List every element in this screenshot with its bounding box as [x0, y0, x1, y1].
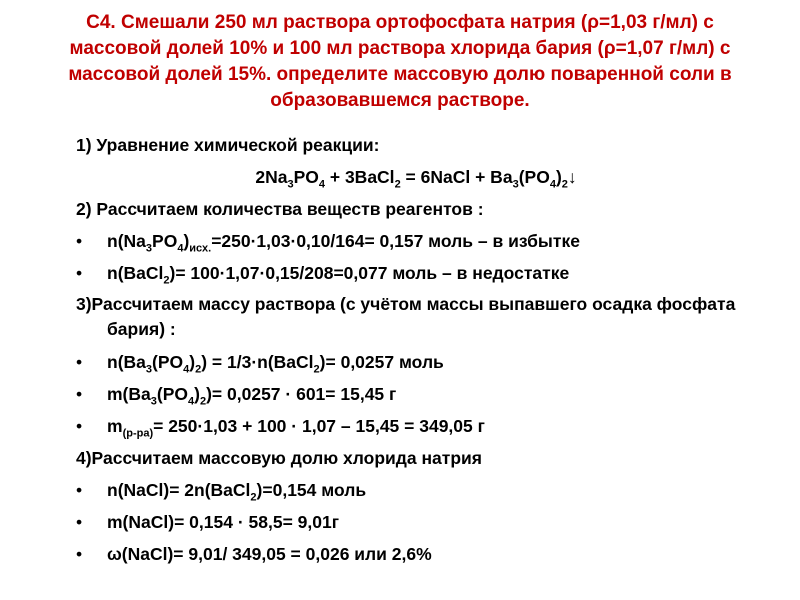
item-subscript: 2 — [199, 395, 207, 408]
item-subscript: 3 — [150, 395, 157, 408]
item-text: PO — [152, 231, 178, 251]
eq-subscript: 4 — [549, 178, 556, 191]
item-text: m(Ba — [107, 384, 151, 404]
item-subscript: 4 — [183, 363, 190, 376]
item-subscript: исх. — [189, 242, 212, 255]
item-text: ) — [189, 352, 196, 372]
problem-title: С4. Смешали 250 мл раствора ортофосфата натрия (ρ=1,03 г/мл) с массовой долей 10% и 100 мл раствора хлорида бария (ρ=1,07 г/мл) с массовой долей 15%. определите массовую долю поваренной соли в образовавшемся растворе. — [68, 12, 732, 111]
eq-subscript: 4 — [318, 178, 325, 191]
item-text: m(NaCl)= 0,154 · 58,5= 9,01г — [107, 512, 340, 532]
eq-text: + 3BaCl — [325, 167, 395, 187]
item-text: (PO — [152, 352, 184, 372]
precipitate-arrow-icon: ↓ — [567, 167, 577, 187]
item-text: =250·1,03·0,10/164= 0,157 моль – в избытке — [211, 231, 580, 251]
item-subscript: 2 — [163, 274, 170, 287]
bullet-icon: • — [76, 512, 83, 532]
list-item — [76, 538, 756, 570]
item-subscript: 4 — [188, 395, 195, 408]
bullet-icon: • — [76, 231, 83, 251]
eq-text: 2Na — [255, 167, 288, 187]
list-item — [76, 257, 756, 289]
item-text: n(Ba — [107, 352, 146, 372]
list-item — [76, 474, 756, 506]
bullet-icon: • — [76, 544, 83, 564]
bullet-icon: • — [76, 352, 83, 372]
item-subscript: 3 — [145, 242, 153, 255]
item-text: m — [107, 416, 123, 436]
item-text: ) = 1/3·n(BaCl — [201, 352, 314, 372]
bullet-icon: • — [76, 480, 83, 500]
item-text: n(NaCl)= 2n(BaCl — [107, 480, 251, 500]
item-text: ω(NaCl)= 9,01/ 349,05 = 0,026 или 2,6% — [107, 544, 432, 564]
eq-subscript: 3 — [287, 178, 294, 191]
item-text: ) — [194, 384, 200, 404]
item-subscript: (р-ра) — [122, 427, 154, 440]
list-item — [76, 378, 756, 410]
eq-text: ) — [555, 167, 562, 187]
bullet-icon: • — [76, 416, 83, 436]
list-item — [76, 346, 756, 378]
list-item — [76, 225, 756, 257]
item-subscript: 2 — [313, 363, 320, 376]
item-text: = 250·1,03 + 100 · 1,07 – 15,45 = 349,05 г — [153, 416, 485, 436]
item-subscript: 2 — [195, 363, 202, 376]
bullet-icon: • — [76, 263, 83, 283]
solution-content — [76, 129, 756, 570]
item-text: )= 0,0257 моль — [319, 352, 444, 372]
eq-text: PO — [293, 167, 319, 187]
step2-heading: 2) Рассчитаем количества веществ реагентов : — [76, 199, 484, 219]
item-text: n(Na — [107, 231, 146, 251]
list-item — [76, 506, 756, 538]
item-text: )= 100·1,07·0,15/208=0,077 моль – в недостатке — [169, 263, 570, 283]
item-subscript: 4 — [177, 242, 184, 255]
list-item — [76, 410, 756, 442]
eq-subscript: 2 — [561, 178, 568, 191]
step4-heading: 4)Рассчитаем массовую долю хлорида натрия — [76, 448, 483, 468]
reaction-equation — [76, 161, 756, 193]
step3-heading: 3)Рассчитаем массу раствора (с учётом массы выпавшего осадка фосфата бария) : — [76, 294, 736, 339]
item-subscript: 2 — [250, 491, 257, 504]
item-text: n(BaCl — [107, 263, 164, 283]
step1-heading: 1) Уравнение химической реакции: — [76, 135, 380, 155]
item-text: (PO — [156, 384, 189, 404]
eq-text: (PO — [518, 167, 550, 187]
item-subscript: 3 — [145, 363, 153, 376]
item-text: )= 0,0257 · 601= 15,45 г — [206, 384, 397, 404]
eq-text: = 6NaCl + Ba — [400, 167, 513, 187]
bullet-icon: • — [76, 384, 83, 404]
item-text: )=0,154 моль — [256, 480, 367, 500]
item-text: ) — [183, 231, 190, 251]
eq-subscript: 3 — [512, 178, 519, 191]
eq-subscript: 2 — [394, 178, 401, 191]
